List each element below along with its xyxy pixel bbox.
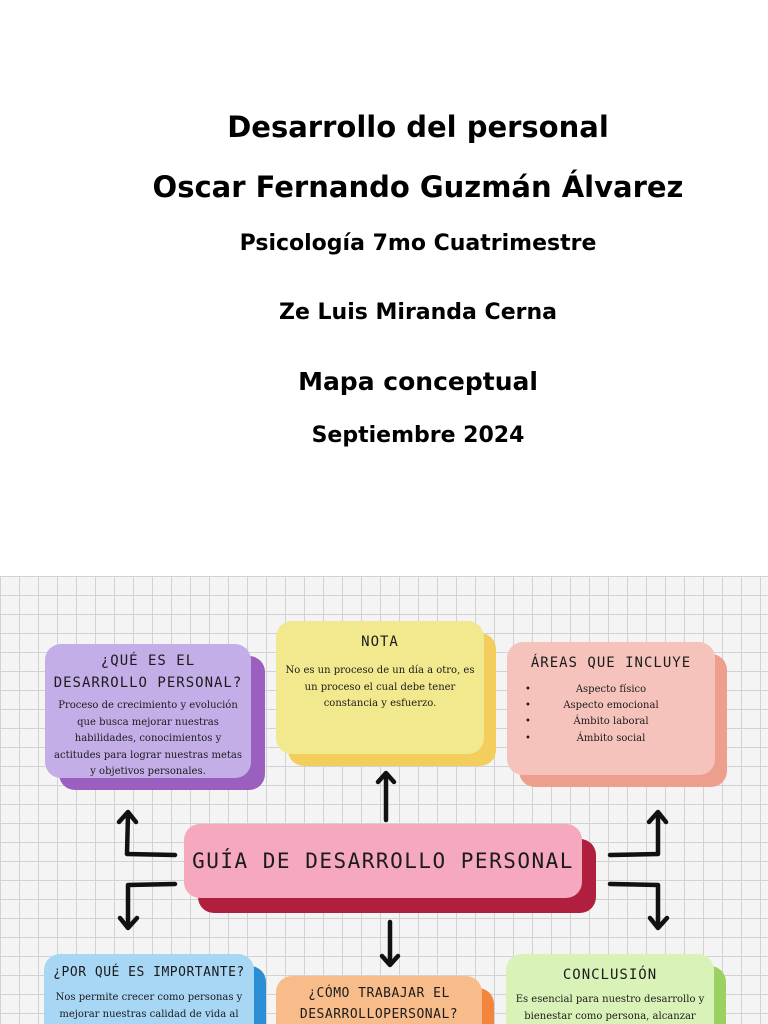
card-face bbox=[276, 621, 484, 754]
card-face bbox=[44, 954, 254, 1024]
card-face bbox=[184, 824, 582, 898]
list-item: • Aspecto emocional bbox=[515, 698, 707, 714]
card-text: Es esencial para nuestro desarrollo y bienestar como persona, alcanzar bbox=[515, 994, 705, 1022]
program-name: Psicología 7mo Cuatrimestre bbox=[239, 231, 597, 256]
card-title: ¿CÓMO TRABAJAR EL DESARROLLOPERSONAL? bbox=[299, 986, 459, 1022]
card-title: NOTA bbox=[361, 634, 399, 650]
card-title: ÁREAS QUE INCLUYE bbox=[530, 655, 692, 671]
card-que-es bbox=[45, 644, 267, 792]
document-type: Mapa conceptual bbox=[298, 367, 538, 396]
document-date: Septiembre 2024 bbox=[311, 423, 525, 448]
card-conclusion bbox=[506, 954, 728, 1024]
list-item: • Ámbito laboral bbox=[515, 714, 707, 730]
card-nota bbox=[276, 621, 498, 767]
card-title: ¿POR QUÉ ES IMPORTANTE? bbox=[53, 965, 245, 980]
card-como bbox=[276, 976, 498, 1024]
card-title: ¿QUÉ ES EL DESARROLLO PERSONAL? bbox=[53, 653, 243, 691]
card-guia-central bbox=[184, 824, 598, 916]
central-title: GUÍA DE DESARROLLO PERSONAL bbox=[192, 849, 574, 873]
list-item: • Ámbito social bbox=[515, 731, 707, 747]
card-text: Proceso de crecimiento y evolución que busca mejorar nuestras habilidades, conocimientos y actitudes para lograr nuestras metas y objetivos personales. bbox=[54, 700, 242, 777]
card-face bbox=[45, 644, 251, 778]
card-text: No es un proceso de un día a otro, es un proceso el cual debe tener constancia y esfuerzo. bbox=[285, 665, 475, 709]
author-name: Oscar Fernando Guzmán Álvarez bbox=[152, 170, 684, 204]
card-title: CONCLUSIÓN bbox=[562, 967, 658, 983]
areas-list bbox=[515, 682, 707, 747]
concept-map bbox=[0, 576, 768, 1024]
card-por-que bbox=[44, 954, 269, 1024]
list-item: • Aspecto físico bbox=[515, 682, 707, 698]
card-face bbox=[507, 642, 715, 775]
card-areas bbox=[507, 642, 729, 788]
card-face bbox=[506, 954, 714, 1024]
teacher-name: Ze Luis Miranda Cerna bbox=[279, 300, 557, 325]
card-face bbox=[276, 976, 482, 1024]
document-title: Desarrollo del personal bbox=[227, 110, 609, 144]
card-text: Nos permite crecer como personas y mejorar nuestras calidad de vida al bbox=[55, 992, 243, 1020]
